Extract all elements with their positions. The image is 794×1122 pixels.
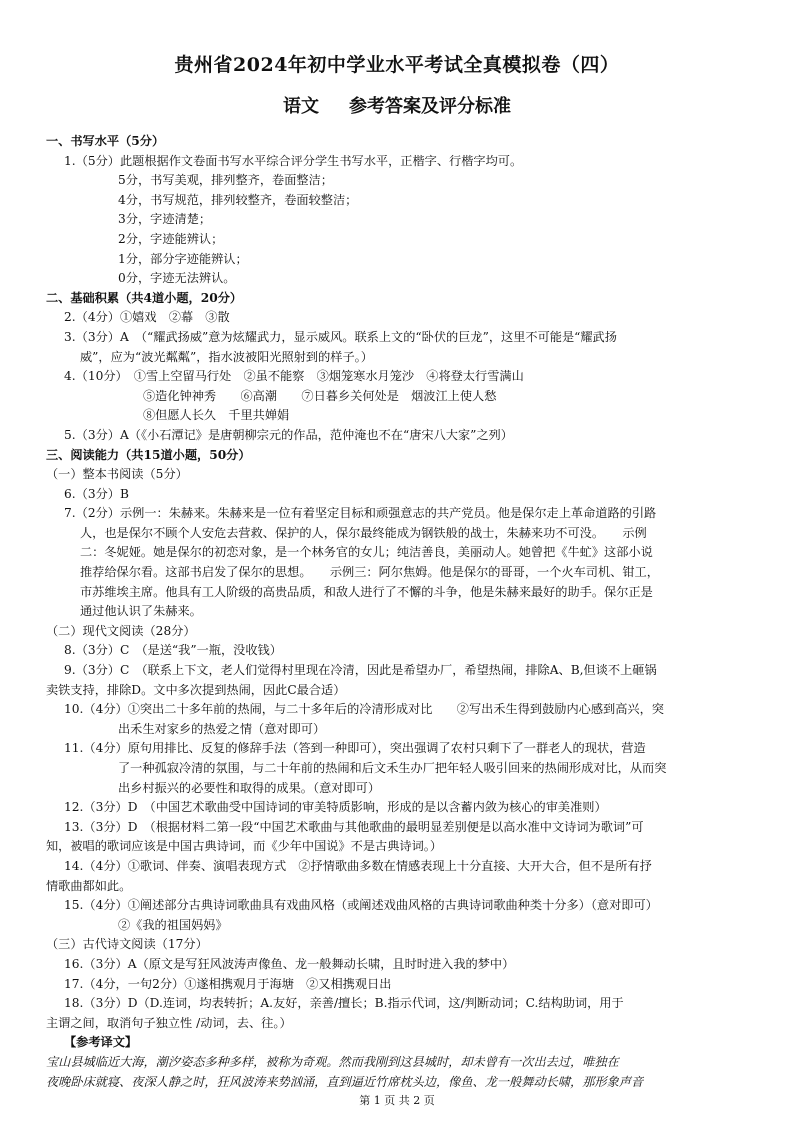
answer-line: 7.（2分）示例一：朱赫来。朱赫来是一位有着坚定目标和顽强意志的共产党员。他是保尔走上革命道路的引路 xyxy=(64,506,657,521)
answer-line: 推荐给保尔看。这部书启发了保尔的思想。 示例三：阿尔焦姆。他是保尔的哥哥，一个火车司机、钳工， xyxy=(80,565,659,580)
answer-line: 10.（4分）①突出二十多年前的热闹，与二十多年后的冷清形成对比 ②写出禾生得到鼓励内心感到高兴，突 xyxy=(64,702,664,717)
answer-line: 3.（3分）A （“耀武扬威”意为炫耀武力，显示威风。联系上文的“卧伏的巨龙”，这里不可能是“耀武扬 xyxy=(64,329,617,344)
answer-line: 出乡村振兴的必要性和取得的成果。（意对即可） xyxy=(118,780,381,795)
answer-line: （三）古代诗文阅读（17分） xyxy=(46,937,208,952)
answer-line: ⑧但愿人长久 千里共婵娟 xyxy=(143,408,290,423)
answer-line: 5分，书写美观，排列整齐，卷面整洁； xyxy=(118,173,333,188)
answer-line: 4分，书写规范，排列较整齐，卷面较整洁； xyxy=(118,192,358,207)
answer-line: 市苏维埃主席。他具有工人阶级的高贵品质，和敌人进行了不懈的斗争，他是朱赫来最好的助手。保尔正是 xyxy=(80,584,653,599)
answer-line: ②《我的祖国妈妈》 xyxy=(118,917,228,932)
answer-line: 宝山县城临近大海，潮汐姿态多种多样，被称为奇观。然而我刚到这县城时，却未曾有一次出去过，唯独在 xyxy=(46,1054,619,1069)
answer-line: 1分，部分字迹能辨认； xyxy=(118,251,248,266)
answer-line: 13.（3分）D （根据材料二第一段“中国艺术歌曲与其他歌曲的最明显差别便是以高水准中文诗词为歌词”可 xyxy=(64,819,644,834)
answer-line: 人，也是保尔不顾个人安危去营救、保护的人，保尔最终能成为钢铁般的战士，朱赫来功不可没。 示例 xyxy=(80,525,647,540)
answer-line: 8.（3分）C （是送“我”一瓶，没收钱） xyxy=(64,643,282,658)
answer-line: 知，被唱的歌词应该是中国古典诗词，而《少年中国说》不是古典诗词。） xyxy=(46,839,443,854)
answer-line: 3分，字迹清楚； xyxy=(118,212,212,227)
answer-line: 主谓之间，取消句子独立性 /动词，去、往。） xyxy=(46,1015,292,1030)
answer-line: 15.（4分）①阐述部分古典诗词歌曲具有戏曲风格（或阐述戏曲风格的古典诗词歌曲种类十分多）（意对即可） xyxy=(64,898,658,913)
document-title: 贵州省2024年初中学业水平考试全真模拟卷（四） xyxy=(174,54,620,76)
answer-line: 1.（5分）此题根据作文卷面书写水平综合评分学生书写水平，正楷字、行楷字均可。 xyxy=(64,153,523,168)
section-heading: 一、书写水平（5分） xyxy=(46,134,165,148)
reference-heading: 【参考译文】 xyxy=(64,1035,138,1050)
answer-line: 6.（3分）B xyxy=(64,486,129,501)
answer-line: 16.（3分）A（原文是写狂风波涛声像鱼、龙一般舞动长啸，且时时进入我的梦中） xyxy=(64,956,515,971)
document-subtitle xyxy=(0,92,794,118)
answer-line: （二）现代文阅读（28分） xyxy=(46,623,196,638)
answer-line: 12.（3分）D （中国艺术歌曲受中国诗词的审美特质影响，形成的是以含蓄内敛为核心的审美准则） xyxy=(64,800,607,815)
answer-line: 出禾生对家乡的热爱之情（意对即可） xyxy=(118,721,326,736)
section-heading: 三、阅读能力（共15道小题，50分） xyxy=(46,447,251,462)
answer-line: 5.（3分）A（《小石潭记》是唐朝柳宗元的作品，范仲淹也不在“唐宋八大家”之列） xyxy=(64,427,513,442)
answer-line: 9.（3分）C （联系上下文，老人们觉得村里现在冷清，因此是希望办厂，希望热闹，排除A、B,但谈不上砸锅 xyxy=(64,663,657,678)
section-heading: 二、基础积累（共4道小题，20分） xyxy=(46,290,243,305)
answer-line: 18.（3分）D（D.连词，均表转折；A.友好，亲善/擅长；B.指示代词，这/判断动词；C.结构助词，用于 xyxy=(64,996,624,1011)
answer-line: 4.（10分） ①雪上空留马行处 ②虽不能察 ③烟笼寒水月笼沙 ④将登太行雪满山 xyxy=(64,369,524,384)
answer-line: 2.（4分）①嬉戏 ②幕 ③散 xyxy=(64,310,230,325)
answer-line: 威”，应为“波光粼粼”，指水波被阳光照射到的样子。） xyxy=(80,349,373,364)
page-footer: 第 1 页 共 2 页 xyxy=(359,1094,435,1107)
answer-line: 通过他认识了朱赫来。 xyxy=(80,604,202,619)
answer-line: 卖铁支持，排除D。文中多次提到热闹，因此C最合适） xyxy=(46,682,346,697)
answer-line: 17.（4分，一句2分）①遂相携观月于海塘 ②又相携观日出 xyxy=(64,976,392,991)
answer-line: 了一种孤寂冷清的氛围，与二十年前的热闹和后文禾生办厂把年轻人吸引回来的热闹形成对比，从而突 xyxy=(118,761,667,775)
subtitle-rest: 参考答案及评分标准 xyxy=(349,96,511,117)
answer-line: 0分，字迹无法辨认。 xyxy=(118,271,236,286)
answer-line: 11.（4分）原句用排比、反复的修辞手法（答到一种即可），突出强调了农村只剩下了一群老人的现状，营造 xyxy=(64,741,646,756)
answer-line: 夜晚卧床就寝、夜深人静之时，狂风波涛来势汹涌，直到逼近竹席枕头边，像鱼、龙一般舞动长啸，那形象声音 xyxy=(46,1074,644,1089)
answer-line: ⑤造化钟神秀 ⑥高潮 ⑦日暮乡关何处是 烟波江上使人愁 xyxy=(143,388,497,403)
answer-body xyxy=(46,132,756,1092)
answer-line: （一）整本书阅读（5分） xyxy=(46,467,188,482)
answer-line: 14.（4分）①歌词、伴奏、演唱表现方式 ②抒情歌曲多数在情感表现上十分直接、大开大合，但不是所有抒 xyxy=(64,858,652,873)
subtitle-subject: 语文 xyxy=(283,96,319,117)
answer-line: 情歌曲都如此。 xyxy=(46,878,132,893)
answer-line: 2分，字迹能辨认； xyxy=(118,231,224,246)
answer-line: 二：冬妮娅。她是保尔的初恋对象，是一个林务官的女儿；纯洁善良，美丽动人。她曾把《牛虻》这部小说 xyxy=(80,545,653,560)
